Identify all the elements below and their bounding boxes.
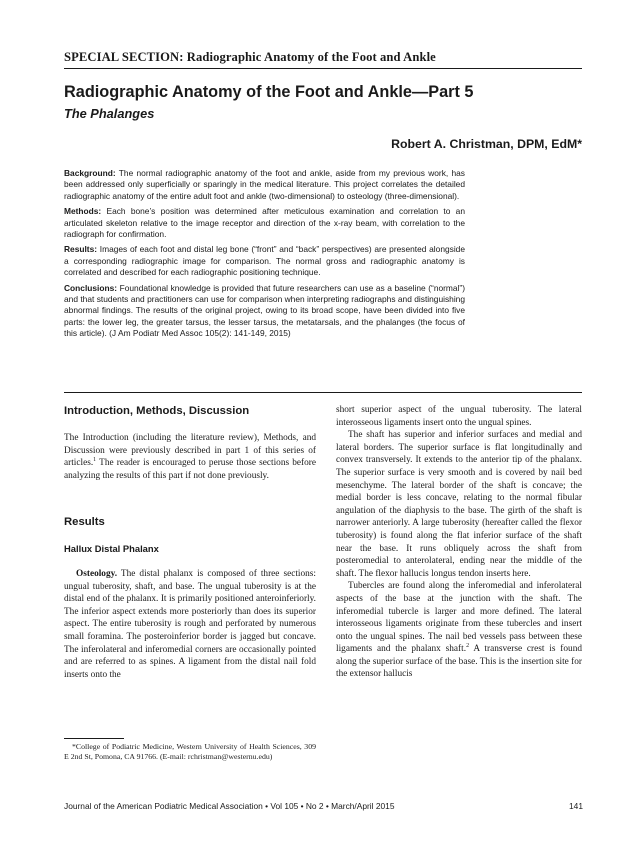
abstract-conclusions xyxy=(64,283,465,340)
osteology-text: The distal phalanx is composed of three sections: ungual tuberosity, shaft, and base. The ungual tuberosity is at the distal end of the phalanx. It is primarily positioned anteroinferiorly. The inferior aspect extends more posteriorly than does its superior aspect. The entire tuberosity is rough and perforated by numerous small foramina. The posteroinferior border is jagged but concave. The inferolateral and inferomedial corners are occasionally pointed and are referred to as spines. A ligament from the distal nail fold inserts onto the xyxy=(64,569,316,680)
abstract-results xyxy=(64,244,465,278)
subsection-heading: Hallux Distal Phalanx xyxy=(64,543,159,554)
paragraph xyxy=(336,580,582,681)
abstract-label: Background: xyxy=(64,168,116,178)
intro-heading: Introduction, Methods, Discussion xyxy=(64,405,250,417)
abstract-text: Foundational knowledge is provided that future researchers can use as a baseline (“normal”) and that students and practitioners can use for comparison when interpreting radiographs and distinguishing abnormal findings. The results of the original project, owing to its broad scope, have been divided into five parts: the lower leg, the greater tarsus, the lesser tarsus, the metatarsals, and the phalanges (the focus of this article). (J Am Podiatr Med Assoc 105(2): 141-149, 2015) xyxy=(64,282,465,339)
page-number: 141 xyxy=(569,801,583,811)
abstract-label: Results: xyxy=(64,244,98,255)
abstract-text: Each bone’s position was determined after meticulous examination and correlation to an articulated skeleton relative to the image receptor and direction of the x-ray beam, with correlation to the radiograph for confirmation. xyxy=(64,206,465,240)
paragraph-text: Tubercles are found along the inferomedial and inferolateral aspects of the base at the junction with the shaft. The inferomedial tubercle is larger and more defined. The lateral interosseous ligaments originate from these tubercles and insert onto the ungual spines. The nail bed vessels pass between these ligaments and the phalanx shaft. xyxy=(336,581,582,655)
paragraph-text: A transverse crest is found along the superior surface of the base. This is the insertion site for the extensor hallucis xyxy=(336,644,582,680)
paragraph: The shaft has superior and inferior surfaces and medial and lateral borders. The superior surface is flat longitudinally and convex transversely. It extends to the anterior tip of the phalanx. The superior surface is very smooth and is covered by nail bed mesenchyme. The lateral border of the shaft is concave; the medial border is less concave, relating to the normal fibular angulation of the diaphysis to the base. The girth of the shaft is narrower anteriorly. A large tuberosity (hereafter called the flexor tuberosity) is found along the flat inferior surface of the shaft near the base. It runs obliquely across the shaft from posteromedial to anterolateral, ending near the middle of the shaft. The flexor hallucis longus tendon inserts here. xyxy=(336,430,582,579)
abstract xyxy=(64,168,465,344)
abstract-background xyxy=(64,168,465,202)
footnote-rule xyxy=(64,738,124,739)
intro-paragraph xyxy=(64,432,316,482)
osteology-paragraph xyxy=(64,568,316,681)
abstract-label: Methods: xyxy=(64,206,102,217)
abstract-text: The normal radiographic anatomy of the foot and ankle, aside from my previous work, has been addressed only superficially or sparingly in the medical literature. This project correlates the detailed radiographic anatomy of the entire adult foot and ankle (two-dimensional) to osteology (three-dimensional). xyxy=(64,168,465,201)
citation-ref: 2 xyxy=(466,643,470,650)
intro-text: The reader is encouraged to peruse those sections before analyzing the results of this part if not done previously. xyxy=(64,458,316,481)
paragraph: short superior aspect of the ungual tuberosity. The lateral interosseous ligaments insert onto the ungual spines. xyxy=(336,405,582,428)
intro-text: The Introduction (including the literature review), Methods, and Discussion were previously described in part 1 of this series of articles. xyxy=(64,433,316,469)
run-in-heading: Osteology. xyxy=(76,569,118,579)
article-subtitle: The Phalanges xyxy=(64,106,155,121)
right-column xyxy=(336,404,582,681)
author-line: Robert A. Christman, DPM, EdM* xyxy=(391,137,582,151)
author-footnote: *College of Podiatric Medicine, Western University of Health Sciences, 309 E 2nd St, Pomona, CA 91766. (E-mail: rchristman@westernu.edu) xyxy=(64,742,316,762)
citation-ref: 1 xyxy=(93,457,97,464)
footer-journal: Journal of the American Podiatric Medical Association • Vol 105 • No 2 • March/April 2015 xyxy=(64,801,395,811)
abstract-rule xyxy=(64,392,582,393)
abstract-label: Conclusions: xyxy=(64,282,118,293)
section-header: SPECIAL SECTION: Radiographic Anatomy of the Foot and Ankle xyxy=(64,50,436,64)
abstract-methods xyxy=(64,206,465,240)
abstract-text: Images of each foot and distal leg bone (“front” and “back” perspectives) are presented alongside a corresponding radiographic image for comparison. The normal gross and radiographic anatomy is correlated and described for each radiographic positioning technique. xyxy=(64,244,465,278)
header-rule xyxy=(64,68,582,69)
article-title: Radiographic Anatomy of the Foot and Ankle—Part 5 xyxy=(64,83,474,101)
results-heading: Results xyxy=(64,516,105,528)
